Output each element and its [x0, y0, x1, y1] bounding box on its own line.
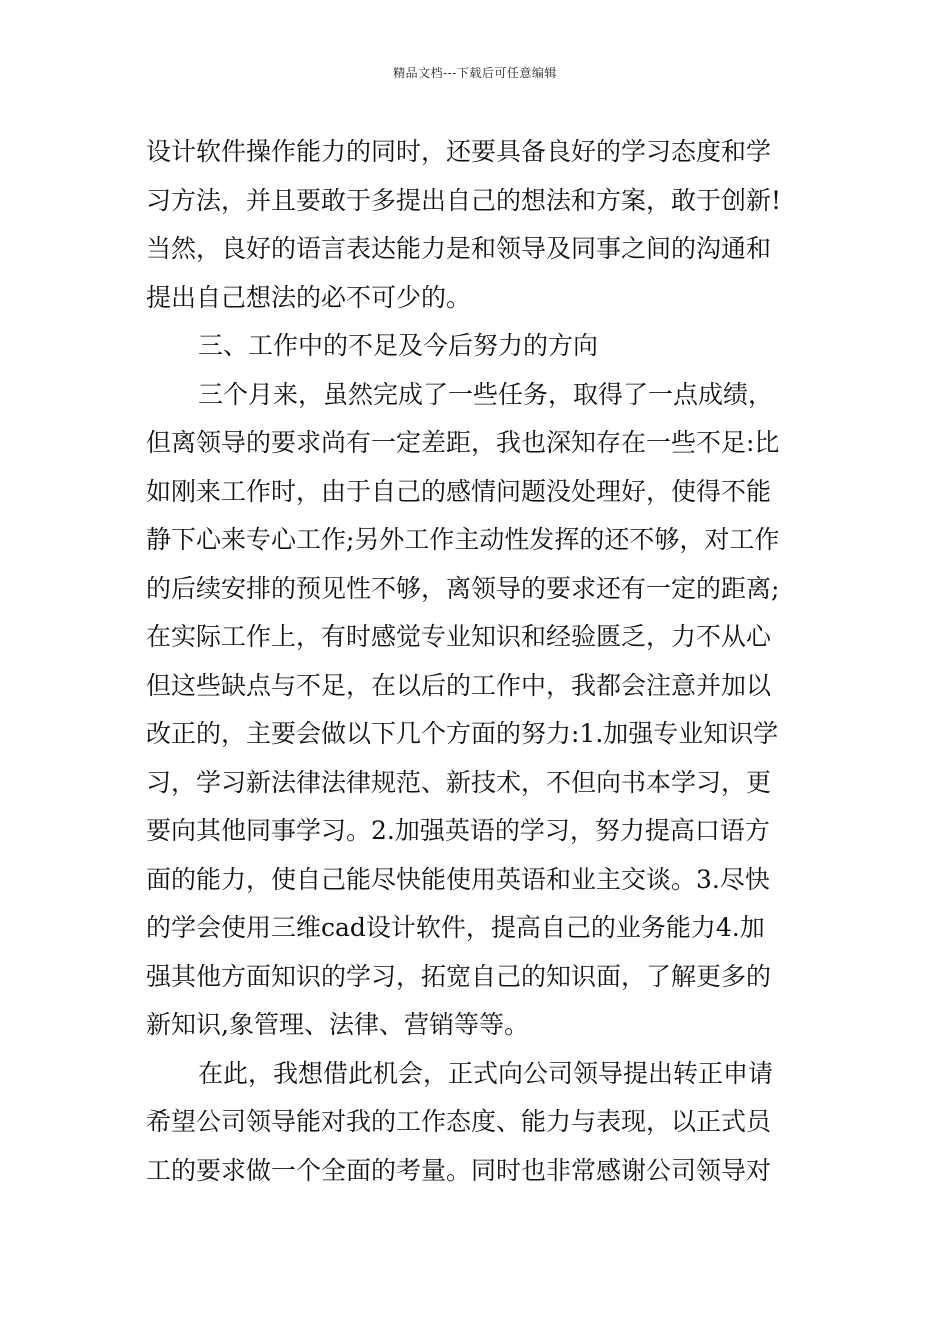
text-line: 工的要求做一个全面的考量。同时也非常感谢公司领导对 — [146, 1155, 772, 1185]
section-heading: 三、工作中的不足及今后努力的方向 — [198, 331, 599, 360]
text-line: 习，学习新法律法律规范、新技术，不但向书本学习，更 — [146, 767, 772, 797]
text-line: 的后续安排的预见性不够，离领导的要求还有一定的距离; — [146, 573, 780, 603]
body-text — [146, 128, 812, 1195]
text-line: 但这些缺点与不足，在以后的工作中，我都会注意并加以 — [146, 670, 772, 700]
text-line: 习方法，并且要敢于多提出自己的想法和方案，敢于创新! — [146, 185, 782, 215]
text-line: 设计软件操作能力的同时，还要具备良好的学习态度和学 — [146, 137, 772, 166]
text-line: 提出自己想法的必不可少的。 — [146, 282, 472, 312]
text-line: 强其他方面知识的学习，拓宽自己的知识面，了解更多的 — [146, 961, 772, 991]
text-line: 新知识,象管理、法律、营销等等。 — [146, 1010, 529, 1039]
text-line: 的学会使用三维cad设计软件，提高自己的业务能力4.加 — [146, 913, 765, 942]
text-line: 要向其他同事学习。2.加强英语的学习，努力提高口语方 — [146, 816, 770, 845]
text-line: 当然，良好的语言表达能力是和领导及同事之间的沟通和 — [146, 234, 772, 263]
text-line: 面的能力，使自己能尽快能使用英语和业主交谈。3.尽快 — [146, 864, 770, 894]
text-line: 在此，我想借此机会，正式向公司领导提出转正申请 — [198, 1058, 774, 1088]
text-line: 静下心来专心工作;另外工作主动性发挥的还不够，对工作 — [146, 525, 780, 554]
page-header: 精品文档---下载后可任意编辑 — [393, 66, 557, 80]
text-line: 在实际工作上，有时感觉专业知识和经验匮乏，力不从心 — [146, 622, 772, 651]
text-line: 如刚来工作时，由于自己的感情问题没处理好，使得不能 — [146, 476, 772, 506]
text-line: 改正的，主要会做以下几个方面的努力:1.加强专业知识学 — [146, 719, 779, 748]
text-line: 希望公司领导能对我的工作态度、能力与表现，以正式员 — [146, 1107, 772, 1136]
text-line: 三个月来，虽然完成了一些任务，取得了一点成绩， — [198, 379, 774, 409]
text-line: 但离领导的要求尚有一定差距，我也深知存在一些不足:比 — [146, 428, 780, 457]
